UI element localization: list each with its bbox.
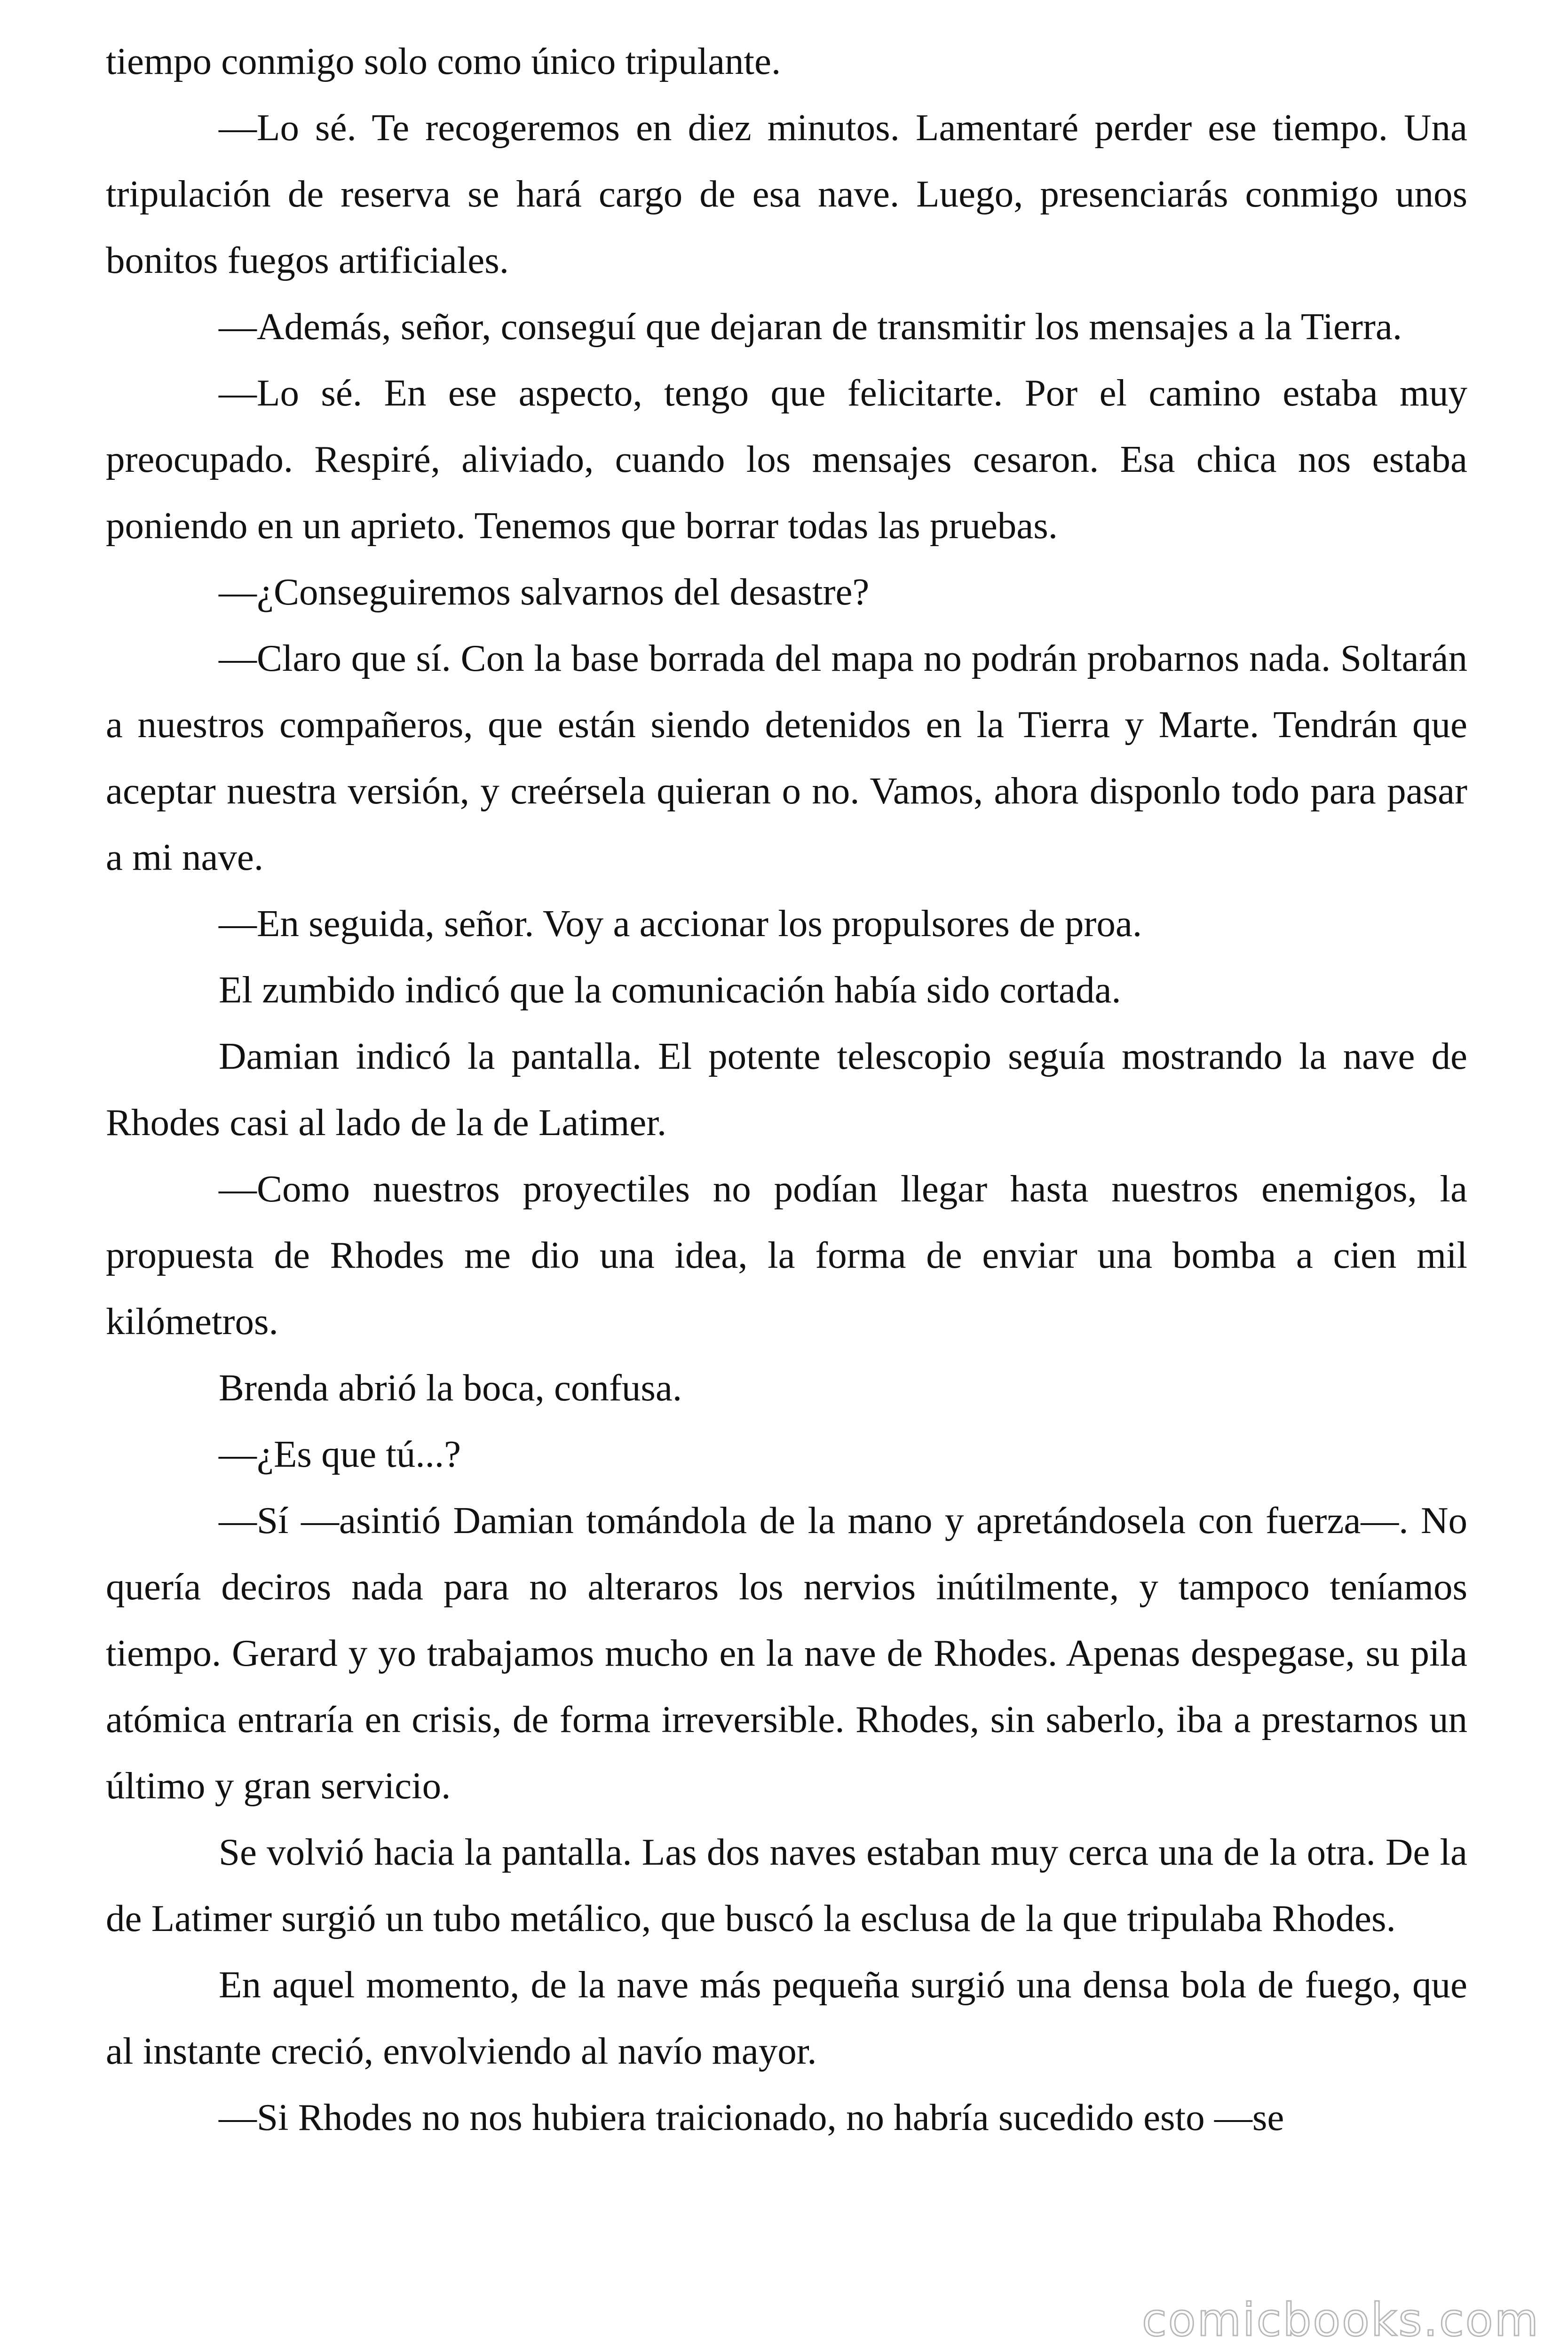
paragraph: —Sí —asintió Damian tomándola de la mano y apretándosela con fuerza—. No quería deciros nada para no alteraros los nervios inútilmente, y tampoco teníamos tiempo. Gerard y yo trabajamos mucho en la nave de Rhodes. Apenas despegase, su pila atómica entraría en crisis, de forma irreversible. Rhodes, sin saberlo, iba a prestarnos un último y gran servicio. [106,1499,1467,1807]
paragraph: —Lo sé. Te recogeremos en diez minutos. Lamentaré perder ese tiempo. Una tripulación de reserva se hará cargo de esa nave. Luego, presenciarás conmigo unos bonitos fuegos artificiales. [106,106,1467,281]
page-text [106,28,1467,2151]
paragraph: Se volvió hacia la pantalla. Las dos naves estaban muy cerca una de la otra. De la de Latimer surgió un tubo metálico, que buscó la esclusa de la que tripulaba Rhodes. [106,1831,1467,1939]
watermark: comicbooks.com [1141,2294,1540,2346]
paragraph: —Si Rhodes no nos hubiera traicionado, no habría sucedido esto —se [219,2096,1284,2138]
paragraph: —¿Es que tú...? [219,1433,461,1475]
paragraph: —Claro que sí. Con la base borrada del mapa no podrán probarnos nada. Soltarán a nuestros compañeros, que están siendo detenidos en la Tierra y Marte. Tendrán que aceptar nuestra versión, y creérsela quieran o no. Vamos, ahora disponlo todo para pasar a mi nave. [106,637,1467,878]
paragraph: Brenda abrió la boca, confusa. [219,1367,682,1409]
paragraph: —Además, señor, conseguí que dejaran de transmitir los mensajes a la Tierra. [219,305,1402,348]
paragraph: —Como nuestros proyectiles no podían llegar hasta nuestros enemigos, la propuesta de Rhodes me dio una idea, la forma de enviar una bomba a cien mil kilómetros. [106,1168,1467,1343]
paragraph: En aquel momento, de la nave más pequeña surgió una densa bola de fuego, que al instante creció, envolviendo al navío mayor. [106,1963,1467,2072]
paragraph: —En seguida, señor. Voy a accionar los propulsores de proa. [219,902,1142,945]
paragraph: Damian indicó la pantalla. El potente telescopio seguía mostrando la nave de Rhodes casi al lado de la de Latimer. [106,1035,1467,1144]
paragraph: El zumbido indicó que la comunicación había sido cortada. [219,969,1121,1011]
paragraph: —Lo sé. En ese aspecto, tengo que felicitarte. Por el camino estaba muy preocupado. Respiré, aliviado, cuando los mensajes cesaron. Esa chica nos estaba poniendo en un aprieto. Tenemos que borrar todas las pruebas. [106,372,1467,547]
paragraph: —¿Conseguiremos salvarnos del desastre? [219,571,870,613]
paragraph: tiempo conmigo solo como único tripulante. [106,40,781,82]
